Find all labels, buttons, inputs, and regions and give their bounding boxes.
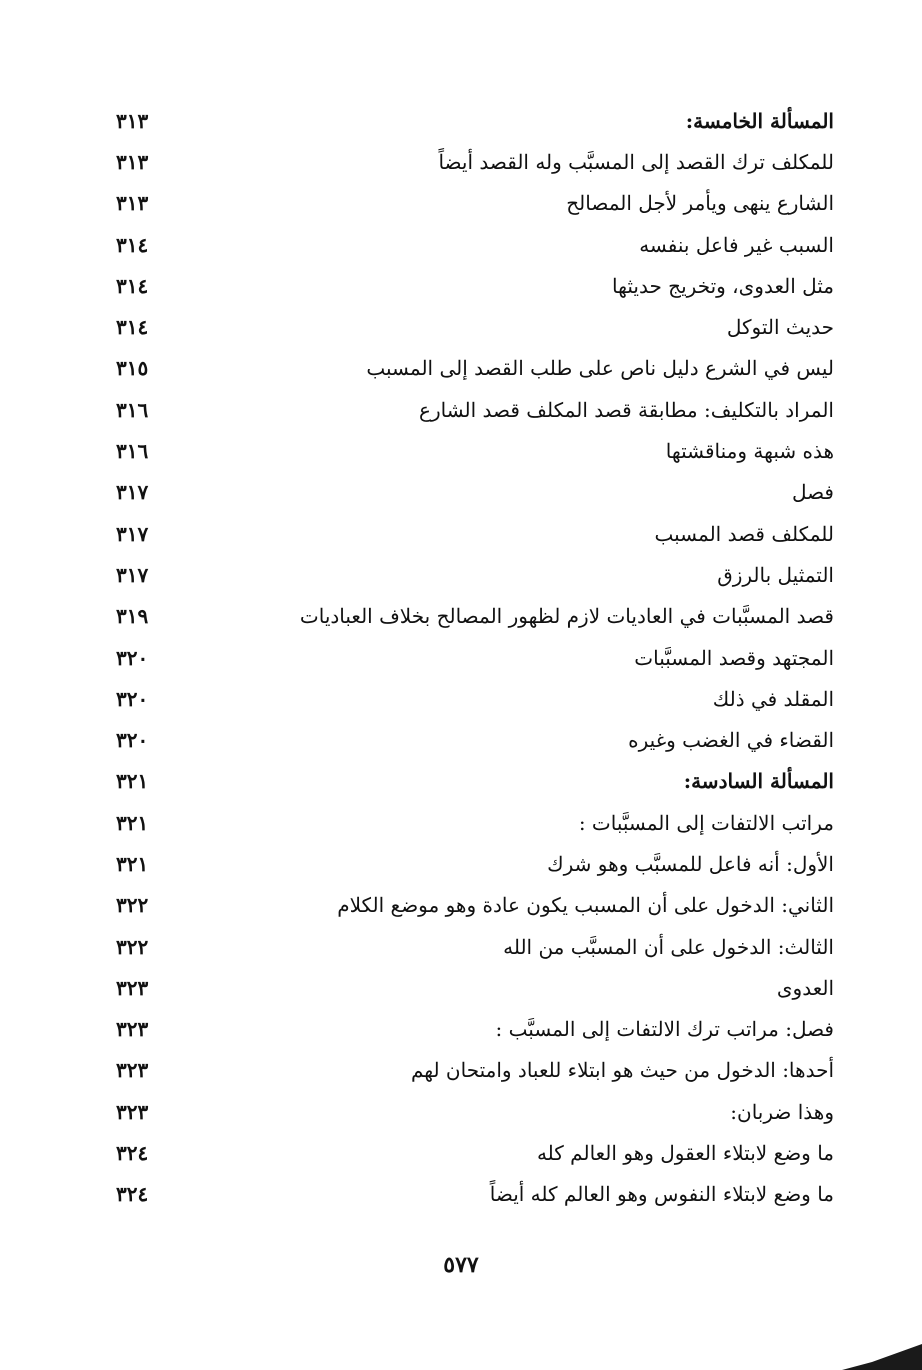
toc-entry-page: ٣٢٣	[116, 1058, 149, 1083]
toc-entry-page: ٣١٧	[116, 521, 149, 546]
toc-entry-page: ٣١٦	[116, 397, 149, 422]
toc-entry-page: ٣١٤	[116, 232, 149, 257]
toc-row	[110, 678, 834, 719]
toc-entry-page: ٣١٥	[116, 356, 149, 381]
toc-entry-page: ٣٢١	[116, 769, 149, 794]
toc-entry-title: العدوى	[776, 975, 834, 1000]
toc-entry-title: المراد بالتكليف: مطابقة قصد المكلف قصد الشارع	[419, 397, 834, 422]
toc-row	[110, 141, 834, 182]
toc-row	[110, 885, 834, 926]
toc-entry-page: ٣١٣	[116, 108, 149, 133]
toc-row	[110, 1009, 834, 1050]
toc-entry-page: ٣١٦	[116, 439, 149, 464]
toc-entry-page: ٣٢٣	[116, 1099, 149, 1124]
toc-entry-page: ٣٢٠	[116, 686, 149, 711]
toc-entry-title: السبب غير فاعل بنفسه	[639, 232, 834, 257]
toc-entry-title: المسألة الخامسة:	[685, 108, 834, 133]
toc-row	[110, 389, 834, 430]
toc-entry-page: ٣١٧	[116, 562, 149, 587]
toc-row	[110, 265, 834, 306]
toc-row	[110, 348, 834, 389]
toc-entry-page: ٣٢٢	[116, 934, 149, 959]
toc-entry-title: قصد المسبَّبات في العاديات لازم لظهور المصالح بخلاف العباديات	[299, 604, 834, 629]
toc-entry-title: للمكلف ترك القصد إلى المسبَّب وله القصد أيضاً	[438, 149, 834, 174]
toc-row	[110, 926, 834, 967]
toc-entry-title: الثالث: الدخول على أن المسبَّب من الله	[503, 934, 834, 959]
toc-entry-title: ما وضع لابتلاء النفوس وهو العالم كله أيضاً	[489, 1182, 834, 1207]
page-number: ٥٧٧	[443, 1252, 479, 1278]
toc-row	[110, 513, 834, 554]
toc-entry-title: هذه شبهة ومناقشتها	[665, 439, 834, 464]
toc-row	[110, 183, 834, 224]
toc-entry-title: المقلد في ذلك	[712, 686, 834, 711]
toc-entry-page: ٣١٧	[116, 480, 149, 505]
toc-row	[110, 224, 834, 265]
toc-entry-title: للمكلف قصد المسبب	[654, 521, 834, 546]
toc-row	[110, 1050, 834, 1091]
toc-entry-title: القضاء في الغضب وغيره	[628, 728, 834, 753]
toc-entry-page: ٣٢٤	[116, 1141, 149, 1166]
toc-entry-page: ٣٢٤	[116, 1182, 149, 1207]
toc-entry-title: مثل العدوى، وتخريج حديثها	[612, 273, 834, 298]
toc-row	[110, 802, 834, 843]
toc-row	[110, 967, 834, 1008]
toc-entry-page: ٣٢١	[116, 851, 149, 876]
toc-row	[110, 306, 834, 347]
toc-entry-title: المجتهد وقصد المسبَّبات	[634, 645, 834, 670]
toc-row	[110, 472, 834, 513]
toc-row	[110, 637, 834, 678]
toc-entry-title: ليس في الشرع دليل ناص على طلب القصد إلى المسبب	[366, 356, 834, 381]
toc-row	[110, 843, 834, 884]
toc-entry-title: ما وضع لابتلاء العقول وهو العالم كله	[536, 1141, 834, 1166]
toc-entry-title: التمثيل بالرزق	[717, 562, 834, 587]
toc-entry-title: الأول: أنه فاعل للمسبَّب وهو شرك	[547, 851, 834, 876]
toc-entry-title: حديث التوكل	[726, 315, 834, 340]
toc-row	[110, 430, 834, 471]
toc-entry-title: فصل	[791, 480, 834, 505]
page-corner-shadow-icon	[842, 1340, 922, 1370]
toc-entry-page: ٣١٤	[116, 273, 149, 298]
toc-entry-page: ٣١٣	[116, 149, 149, 174]
toc-row	[110, 1174, 834, 1215]
toc-entry-page: ٣٢٠	[116, 728, 149, 753]
toc-entry-page: ٣١٩	[116, 604, 149, 629]
toc-row	[110, 761, 834, 802]
toc-entry-page: ٣٢١	[116, 810, 149, 835]
toc-row	[110, 100, 834, 141]
toc-entry-title: مراتب الالتفات إلى المسبَّبات :	[578, 810, 834, 835]
toc-entry-page: ٣٢٣	[116, 1017, 149, 1042]
toc-entry-title: فصل: مراتب ترك الالتفات إلى المسبَّب :	[495, 1017, 834, 1042]
toc-entry-page: ٣٢٢	[116, 893, 149, 918]
toc-entry-page: ٣١٤	[116, 315, 149, 340]
toc-row	[110, 1091, 834, 1132]
toc-entry-page: ٣١٣	[116, 191, 149, 216]
toc-entry-title: أحدها: الدخول من حيث هو ابتلاء للعباد وامتحان لهم	[410, 1058, 834, 1083]
toc-entry-title: الثاني: الدخول على أن المسبب يكون عادة وهو موضع الكلام	[337, 893, 834, 918]
toc-entry-title: وهذا ضربان:	[730, 1099, 834, 1124]
toc-row	[110, 554, 834, 595]
toc-entry-page: ٣٢٣	[116, 975, 149, 1000]
toc-row	[110, 596, 834, 637]
toc-entry-title: الشارع ينهى ويأمر لأجل المصالح	[566, 191, 834, 216]
toc-entry-title: المسألة السادسة:	[683, 769, 834, 794]
toc-entry-page: ٣٢٠	[116, 645, 149, 670]
toc-row	[110, 719, 834, 760]
table-of-contents	[110, 100, 834, 1215]
toc-row	[110, 1132, 834, 1173]
